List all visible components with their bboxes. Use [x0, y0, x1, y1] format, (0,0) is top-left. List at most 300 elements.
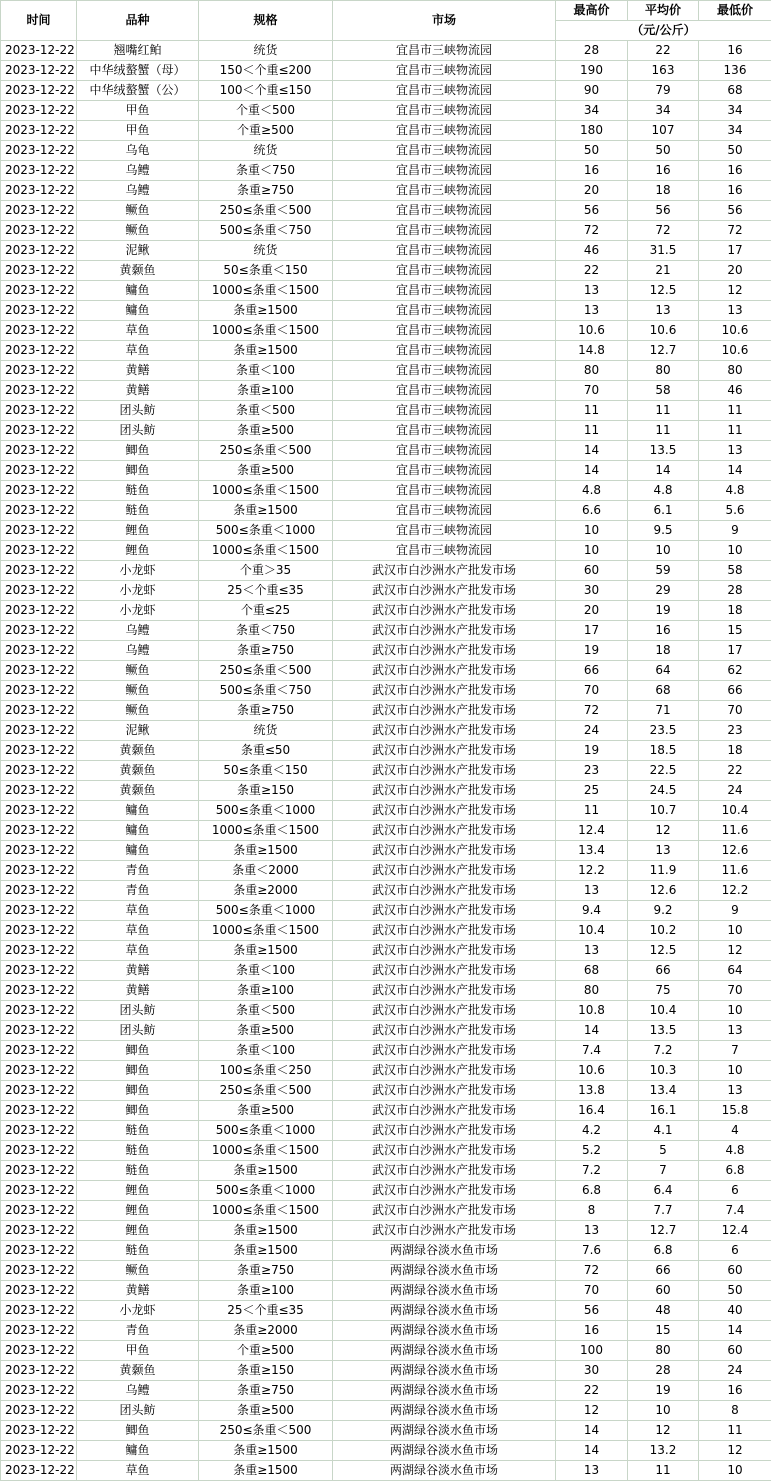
cell-min-price: 20	[699, 261, 771, 281]
cell-max-price: 6.8	[556, 1181, 628, 1201]
cell-avg-price: 12.7	[628, 1221, 699, 1241]
cell-avg-price: 4.1	[628, 1121, 699, 1141]
cell-time: 2023-12-22	[1, 441, 77, 461]
table-row	[1, 901, 771, 921]
cell-time: 2023-12-22	[1, 121, 77, 141]
cell-spec: 条重≥750	[199, 1261, 333, 1281]
cell-time: 2023-12-22	[1, 521, 77, 541]
cell-variety: 草鱼	[77, 341, 199, 361]
cell-time: 2023-12-22	[1, 1181, 77, 1201]
cell-min-price: 13	[699, 441, 771, 461]
cell-max-price: 46	[556, 241, 628, 261]
cell-market: 武汉市白沙洲水产批发市场	[333, 721, 556, 741]
cell-max-price: 10.6	[556, 321, 628, 341]
header-min-price: 最低价	[699, 1, 771, 21]
table-row	[1, 721, 771, 741]
cell-variety: 鲫鱼	[77, 1081, 199, 1101]
cell-max-price: 56	[556, 201, 628, 221]
header-row	[1, 1, 771, 21]
cell-min-price: 24	[699, 1361, 771, 1381]
cell-time: 2023-12-22	[1, 201, 77, 221]
cell-avg-price: 60	[628, 1281, 699, 1301]
cell-spec: 25＜个重≤35	[199, 581, 333, 601]
cell-max-price: 13	[556, 281, 628, 301]
table-row	[1, 1201, 771, 1221]
cell-avg-price: 10.6	[628, 321, 699, 341]
cell-avg-price: 10	[628, 541, 699, 561]
cell-spec: 条重≥750	[199, 701, 333, 721]
cell-max-price: 72	[556, 701, 628, 721]
cell-avg-price: 13	[628, 841, 699, 861]
cell-market: 武汉市白沙洲水产批发市场	[333, 641, 556, 661]
cell-min-price: 11	[699, 421, 771, 441]
cell-min-price: 80	[699, 361, 771, 381]
table-row	[1, 821, 771, 841]
cell-max-price: 16.4	[556, 1101, 628, 1121]
cell-market: 武汉市白沙洲水产批发市场	[333, 1081, 556, 1101]
cell-spec: 条重≥1500	[199, 341, 333, 361]
table-row	[1, 1321, 771, 1341]
cell-variety: 乌鳢	[77, 1381, 199, 1401]
cell-avg-price: 13	[628, 301, 699, 321]
cell-time: 2023-12-22	[1, 1221, 77, 1241]
cell-market: 武汉市白沙洲水产批发市场	[333, 861, 556, 881]
table-row	[1, 221, 771, 241]
table-row	[1, 541, 771, 561]
cell-spec: 统货	[199, 721, 333, 741]
cell-avg-price: 11	[628, 421, 699, 441]
cell-variety: 黄鳝	[77, 961, 199, 981]
table-row	[1, 1221, 771, 1241]
cell-max-price: 14	[556, 1021, 628, 1041]
cell-spec: 条重＜100	[199, 961, 333, 981]
cell-min-price: 16	[699, 41, 771, 61]
cell-time: 2023-12-22	[1, 301, 77, 321]
table-row	[1, 1001, 771, 1021]
cell-avg-price: 15	[628, 1321, 699, 1341]
cell-time: 2023-12-22	[1, 1381, 77, 1401]
table-row	[1, 941, 771, 961]
cell-spec: 250≤条重＜500	[199, 1081, 333, 1101]
cell-avg-price: 10.7	[628, 801, 699, 821]
cell-market: 武汉市白沙洲水产批发市场	[333, 1001, 556, 1021]
cell-max-price: 56	[556, 1301, 628, 1321]
cell-time: 2023-12-22	[1, 961, 77, 981]
cell-max-price: 68	[556, 961, 628, 981]
cell-max-price: 10	[556, 541, 628, 561]
cell-avg-price: 12	[628, 821, 699, 841]
cell-avg-price: 7	[628, 1161, 699, 1181]
cell-min-price: 34	[699, 101, 771, 121]
cell-time: 2023-12-22	[1, 761, 77, 781]
cell-avg-price: 16	[628, 161, 699, 181]
cell-market: 宜昌市三峡物流园	[333, 221, 556, 241]
cell-market: 武汉市白沙洲水产批发市场	[333, 781, 556, 801]
cell-market: 宜昌市三峡物流园	[333, 501, 556, 521]
cell-spec: 条重≥500	[199, 461, 333, 481]
cell-variety: 乌鳢	[77, 641, 199, 661]
cell-avg-price: 13.4	[628, 1081, 699, 1101]
cell-avg-price: 12.6	[628, 881, 699, 901]
cell-market: 武汉市白沙洲水产批发市场	[333, 561, 556, 581]
cell-time: 2023-12-22	[1, 1201, 77, 1221]
cell-variety: 乌龟	[77, 141, 199, 161]
cell-spec: 500≤条重＜1000	[199, 1181, 333, 1201]
cell-variety: 鳙鱼	[77, 301, 199, 321]
table-row	[1, 201, 771, 221]
cell-market: 两湖绿谷淡水鱼市场	[333, 1281, 556, 1301]
cell-time: 2023-12-22	[1, 401, 77, 421]
cell-avg-price: 7.2	[628, 1041, 699, 1061]
table-row	[1, 1301, 771, 1321]
cell-avg-price: 59	[628, 561, 699, 581]
cell-max-price: 66	[556, 661, 628, 681]
cell-market: 武汉市白沙洲水产批发市场	[333, 621, 556, 641]
cell-market: 武汉市白沙洲水产批发市场	[333, 1221, 556, 1241]
cell-time: 2023-12-22	[1, 861, 77, 881]
cell-time: 2023-12-22	[1, 1461, 77, 1481]
cell-min-price: 56	[699, 201, 771, 221]
cell-time: 2023-12-22	[1, 1001, 77, 1021]
cell-market: 武汉市白沙洲水产批发市场	[333, 1141, 556, 1161]
cell-variety: 鲤鱼	[77, 541, 199, 561]
cell-max-price: 20	[556, 601, 628, 621]
cell-spec: 统货	[199, 41, 333, 61]
cell-spec: 条重≤50	[199, 741, 333, 761]
table-row	[1, 1081, 771, 1101]
cell-avg-price: 16.1	[628, 1101, 699, 1121]
table-row	[1, 1181, 771, 1201]
cell-time: 2023-12-22	[1, 781, 77, 801]
cell-variety: 团头鲂	[77, 1001, 199, 1021]
cell-variety: 鲫鱼	[77, 1041, 199, 1061]
cell-time: 2023-12-22	[1, 141, 77, 161]
cell-time: 2023-12-22	[1, 1441, 77, 1461]
cell-spec: 个重＜500	[199, 101, 333, 121]
header-max-price: 最高价	[556, 1, 628, 21]
cell-avg-price: 75	[628, 981, 699, 1001]
cell-max-price: 72	[556, 1261, 628, 1281]
cell-variety: 鲢鱼	[77, 501, 199, 521]
cell-market: 武汉市白沙洲水产批发市场	[333, 1021, 556, 1041]
cell-time: 2023-12-22	[1, 1141, 77, 1161]
cell-variety: 中华绒螯蟹（公）	[77, 81, 199, 101]
cell-spec: 条重＜500	[199, 1001, 333, 1021]
cell-avg-price: 16	[628, 621, 699, 641]
cell-variety: 鲤鱼	[77, 1221, 199, 1241]
cell-max-price: 90	[556, 81, 628, 101]
cell-avg-price: 64	[628, 661, 699, 681]
cell-spec: 1000≤条重＜1500	[199, 821, 333, 841]
cell-market: 宜昌市三峡物流园	[333, 481, 556, 501]
table-row	[1, 1441, 771, 1461]
cell-variety: 甲鱼	[77, 101, 199, 121]
cell-spec: 条重≥1500	[199, 1241, 333, 1261]
cell-spec: 个重≥500	[199, 1341, 333, 1361]
cell-max-price: 7.2	[556, 1161, 628, 1181]
cell-market: 武汉市白沙洲水产批发市场	[333, 601, 556, 621]
cell-variety: 黄颡鱼	[77, 781, 199, 801]
cell-time: 2023-12-22	[1, 921, 77, 941]
cell-max-price: 14	[556, 461, 628, 481]
cell-time: 2023-12-22	[1, 281, 77, 301]
cell-max-price: 14	[556, 1421, 628, 1441]
cell-min-price: 136	[699, 61, 771, 81]
cell-time: 2023-12-22	[1, 1081, 77, 1101]
cell-time: 2023-12-22	[1, 1321, 77, 1341]
cell-market: 两湖绿谷淡水鱼市场	[333, 1321, 556, 1341]
cell-variety: 团头鲂	[77, 401, 199, 421]
cell-market: 武汉市白沙洲水产批发市场	[333, 701, 556, 721]
header-spec: 规格	[199, 1, 333, 41]
cell-market: 宜昌市三峡物流园	[333, 381, 556, 401]
cell-variety: 黄鳝	[77, 361, 199, 381]
cell-variety: 鲢鱼	[77, 1161, 199, 1181]
cell-max-price: 20	[556, 181, 628, 201]
cell-market: 武汉市白沙洲水产批发市场	[333, 821, 556, 841]
cell-time: 2023-12-22	[1, 341, 77, 361]
cell-time: 2023-12-22	[1, 821, 77, 841]
cell-variety: 鲫鱼	[77, 1421, 199, 1441]
cell-market: 宜昌市三峡物流园	[333, 421, 556, 441]
table-row	[1, 421, 771, 441]
cell-variety: 鳙鱼	[77, 841, 199, 861]
cell-min-price: 7.4	[699, 1201, 771, 1221]
table-row	[1, 601, 771, 621]
cell-min-price: 10	[699, 1461, 771, 1481]
cell-variety: 乌鳢	[77, 621, 199, 641]
cell-min-price: 9	[699, 901, 771, 921]
cell-variety: 鲢鱼	[77, 481, 199, 501]
cell-market: 两湖绿谷淡水鱼市场	[333, 1381, 556, 1401]
cell-max-price: 22	[556, 1381, 628, 1401]
cell-max-price: 6.6	[556, 501, 628, 521]
table-row	[1, 1161, 771, 1181]
cell-max-price: 16	[556, 1321, 628, 1341]
cell-max-price: 80	[556, 981, 628, 1001]
table-row	[1, 1101, 771, 1121]
cell-max-price: 28	[556, 41, 628, 61]
cell-time: 2023-12-22	[1, 61, 77, 81]
cell-min-price: 11.6	[699, 861, 771, 881]
cell-market: 武汉市白沙洲水产批发市场	[333, 841, 556, 861]
cell-max-price: 5.2	[556, 1141, 628, 1161]
cell-spec: 150＜个重≤200	[199, 61, 333, 81]
cell-min-price: 15.8	[699, 1101, 771, 1121]
cell-market: 武汉市白沙洲水产批发市场	[333, 901, 556, 921]
cell-max-price: 4.8	[556, 481, 628, 501]
cell-avg-price: 66	[628, 961, 699, 981]
cell-avg-price: 66	[628, 1261, 699, 1281]
cell-max-price: 8	[556, 1201, 628, 1221]
cell-time: 2023-12-22	[1, 721, 77, 741]
cell-time: 2023-12-22	[1, 1021, 77, 1041]
cell-time: 2023-12-22	[1, 801, 77, 821]
cell-variety: 翘嘴红鲌	[77, 41, 199, 61]
cell-min-price: 16	[699, 181, 771, 201]
cell-variety: 鳜鱼	[77, 1261, 199, 1281]
cell-market: 两湖绿谷淡水鱼市场	[333, 1441, 556, 1461]
cell-variety: 黄颡鱼	[77, 761, 199, 781]
cell-max-price: 80	[556, 361, 628, 381]
cell-min-price: 70	[699, 701, 771, 721]
cell-time: 2023-12-22	[1, 701, 77, 721]
cell-variety: 鲢鱼	[77, 1241, 199, 1261]
cell-market: 宜昌市三峡物流园	[333, 401, 556, 421]
cell-spec: 条重≥1500	[199, 301, 333, 321]
cell-variety: 青鱼	[77, 881, 199, 901]
table-row	[1, 1061, 771, 1081]
table-row	[1, 161, 771, 181]
cell-market: 武汉市白沙洲水产批发市场	[333, 661, 556, 681]
cell-spec: 1000≤条重＜1500	[199, 1201, 333, 1221]
cell-avg-price: 79	[628, 81, 699, 101]
cell-time: 2023-12-22	[1, 381, 77, 401]
table-row	[1, 81, 771, 101]
cell-min-price: 13	[699, 301, 771, 321]
cell-avg-price: 19	[628, 601, 699, 621]
cell-market: 宜昌市三峡物流园	[333, 441, 556, 461]
cell-max-price: 12.4	[556, 821, 628, 841]
cell-max-price: 12	[556, 1401, 628, 1421]
cell-market: 两湖绿谷淡水鱼市场	[333, 1421, 556, 1441]
cell-variety: 团头鲂	[77, 421, 199, 441]
cell-market: 宜昌市三峡物流园	[333, 341, 556, 361]
cell-max-price: 180	[556, 121, 628, 141]
cell-market: 宜昌市三峡物流园	[333, 281, 556, 301]
cell-min-price: 10.4	[699, 801, 771, 821]
table-row	[1, 1381, 771, 1401]
cell-time: 2023-12-22	[1, 941, 77, 961]
cell-spec: 条重≥750	[199, 641, 333, 661]
cell-avg-price: 18	[628, 181, 699, 201]
cell-avg-price: 5	[628, 1141, 699, 1161]
table-row	[1, 1121, 771, 1141]
table-row	[1, 1461, 771, 1481]
cell-market: 武汉市白沙洲水产批发市场	[333, 941, 556, 961]
cell-spec: 100＜个重≤150	[199, 81, 333, 101]
table-row	[1, 681, 771, 701]
cell-min-price: 17	[699, 641, 771, 661]
cell-market: 宜昌市三峡物流园	[333, 201, 556, 221]
cell-spec: 条重≥500	[199, 1101, 333, 1121]
cell-avg-price: 31.5	[628, 241, 699, 261]
cell-market: 宜昌市三峡物流园	[333, 321, 556, 341]
table-row	[1, 381, 771, 401]
cell-market: 宜昌市三峡物流园	[333, 41, 556, 61]
cell-market: 宜昌市三峡物流园	[333, 361, 556, 381]
cell-time: 2023-12-22	[1, 1421, 77, 1441]
cell-time: 2023-12-22	[1, 101, 77, 121]
cell-time: 2023-12-22	[1, 1061, 77, 1081]
cell-variety: 团头鲂	[77, 1021, 199, 1041]
cell-avg-price: 6.8	[628, 1241, 699, 1261]
cell-spec: 250≤条重＜500	[199, 441, 333, 461]
cell-spec: 条重＜2000	[199, 861, 333, 881]
cell-min-price: 10	[699, 1061, 771, 1081]
cell-time: 2023-12-22	[1, 421, 77, 441]
cell-avg-price: 72	[628, 221, 699, 241]
table-row	[1, 521, 771, 541]
cell-min-price: 9	[699, 521, 771, 541]
cell-variety: 鲢鱼	[77, 1141, 199, 1161]
table-row	[1, 861, 771, 881]
header-avg-price: 平均价	[628, 1, 699, 21]
header-time: 时间	[1, 1, 77, 41]
cell-time: 2023-12-22	[1, 181, 77, 201]
table-row	[1, 41, 771, 61]
table-row	[1, 1421, 771, 1441]
cell-min-price: 17	[699, 241, 771, 261]
table-row	[1, 241, 771, 261]
cell-market: 武汉市白沙洲水产批发市场	[333, 761, 556, 781]
table-row	[1, 981, 771, 1001]
cell-max-price: 14	[556, 1441, 628, 1461]
cell-time: 2023-12-22	[1, 241, 77, 261]
cell-spec: 条重≥750	[199, 181, 333, 201]
table-row	[1, 881, 771, 901]
cell-max-price: 4.2	[556, 1121, 628, 1141]
cell-variety: 甲鱼	[77, 1341, 199, 1361]
cell-variety: 草鱼	[77, 321, 199, 341]
cell-variety: 草鱼	[77, 941, 199, 961]
table-row	[1, 561, 771, 581]
cell-min-price: 12	[699, 1441, 771, 1461]
cell-time: 2023-12-22	[1, 1041, 77, 1061]
cell-min-price: 50	[699, 141, 771, 161]
cell-min-price: 16	[699, 161, 771, 181]
table-row	[1, 121, 771, 141]
cell-time: 2023-12-22	[1, 461, 77, 481]
cell-market: 宜昌市三峡物流园	[333, 161, 556, 181]
cell-variety: 鳜鱼	[77, 681, 199, 701]
cell-avg-price: 7.7	[628, 1201, 699, 1221]
table-row	[1, 441, 771, 461]
cell-max-price: 70	[556, 1281, 628, 1301]
cell-time: 2023-12-22	[1, 541, 77, 561]
cell-variety: 乌鳢	[77, 181, 199, 201]
cell-variety: 黄鳝	[77, 1281, 199, 1301]
cell-max-price: 13	[556, 301, 628, 321]
cell-spec: 条重＜100	[199, 1041, 333, 1061]
cell-max-price: 22	[556, 261, 628, 281]
cell-min-price: 66	[699, 681, 771, 701]
cell-min-price: 23	[699, 721, 771, 741]
cell-max-price: 50	[556, 141, 628, 161]
cell-spec: 1000≤条重＜1500	[199, 321, 333, 341]
cell-spec: 1000≤条重＜1500	[199, 481, 333, 501]
cell-spec: 500≤条重＜1000	[199, 801, 333, 821]
cell-variety: 鳜鱼	[77, 201, 199, 221]
table-row	[1, 61, 771, 81]
cell-avg-price: 12	[628, 1421, 699, 1441]
cell-max-price: 60	[556, 561, 628, 581]
cell-variety: 泥鳅	[77, 721, 199, 741]
cell-min-price: 6	[699, 1181, 771, 1201]
cell-avg-price: 50	[628, 141, 699, 161]
cell-time: 2023-12-22	[1, 1261, 77, 1281]
cell-spec: 条重＜100	[199, 361, 333, 381]
cell-variety: 甲鱼	[77, 121, 199, 141]
cell-spec: 25＜个重≤35	[199, 1301, 333, 1321]
cell-time: 2023-12-22	[1, 681, 77, 701]
table-row	[1, 341, 771, 361]
cell-max-price: 11	[556, 421, 628, 441]
cell-min-price: 11	[699, 1421, 771, 1441]
cell-max-price: 14.8	[556, 341, 628, 361]
cell-spec: 500≤条重＜1000	[199, 901, 333, 921]
cell-avg-price: 13.5	[628, 1021, 699, 1041]
